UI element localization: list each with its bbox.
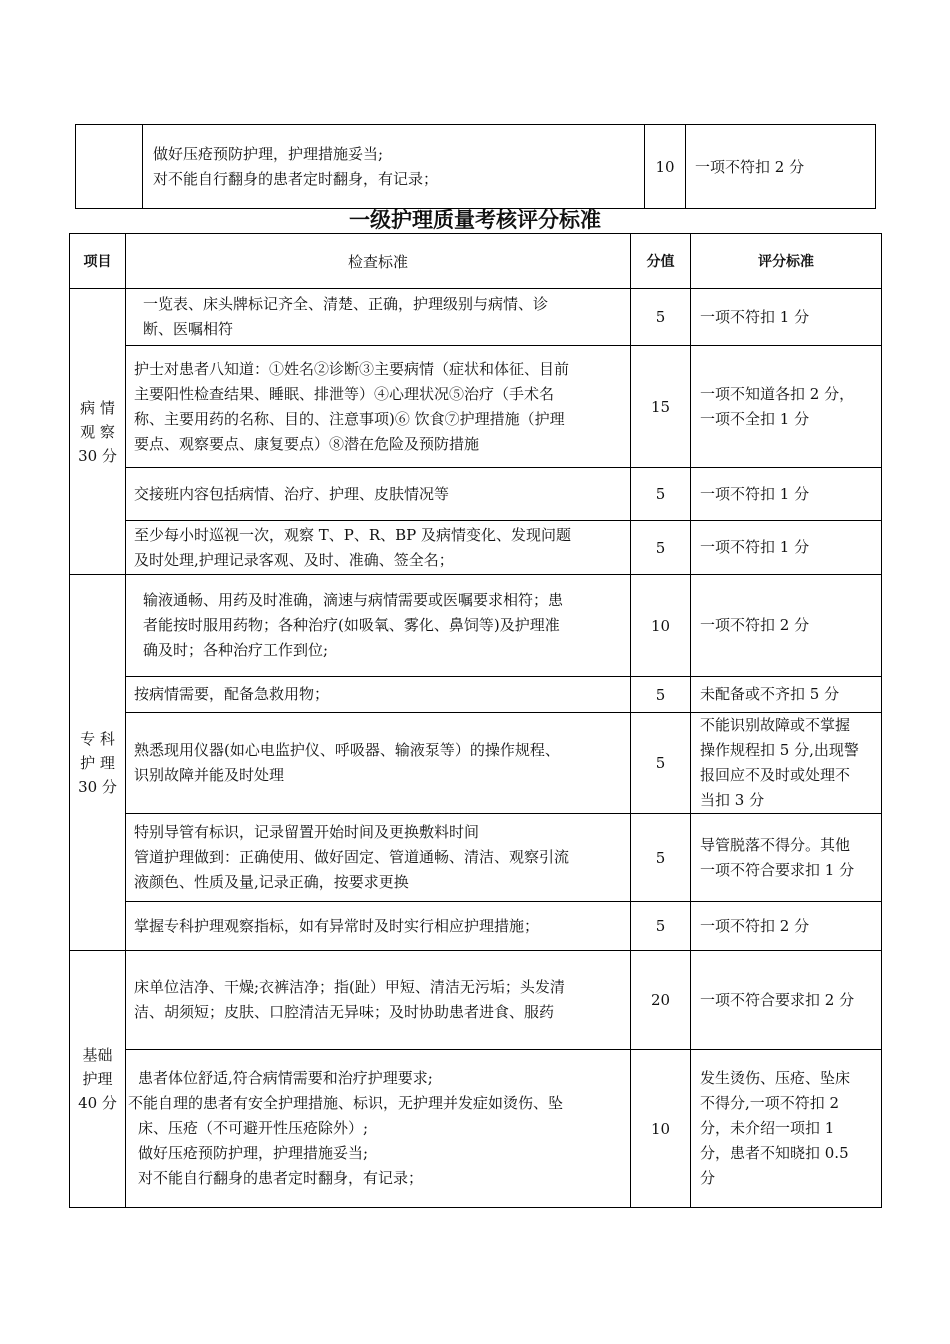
criteria-line: 一项不全扣 1 分	[700, 409, 810, 428]
standard-line: 管道护理做到：正确使用、做好固定、管道通畅、清洁、观察引流	[134, 848, 570, 866]
table-row	[70, 289, 882, 346]
standard-line: 熟悉现用仪器(如心电监护仪、呼吸器、输液泵等）的操作规程、	[134, 741, 560, 759]
category-line: 30 分	[78, 777, 117, 796]
standard-line: 掌握专科护理观察指标，如有异常时及时实行相应护理措施；	[134, 916, 540, 935]
standard-line: 确及时；各种治疗工作到位;	[143, 641, 329, 659]
standard-cell	[126, 677, 631, 713]
criteria-cell	[691, 1050, 882, 1208]
empty-cell	[76, 125, 143, 209]
score-cell: 10	[631, 1050, 691, 1208]
standard-line: 交接班内容包括病情、治疗、护理、皮肤情况等	[134, 484, 450, 503]
criteria-cell	[691, 951, 882, 1050]
table-row	[70, 468, 882, 521]
table-row	[70, 575, 882, 677]
score-cell: 5	[631, 713, 691, 814]
criteria-line: 发生烫伤、压疮、坠床	[700, 1069, 851, 1087]
criteria-line: 一项不符扣 1 分	[700, 538, 810, 556]
criteria-line: 报回应不及时或处理不	[700, 766, 851, 784]
table-row	[70, 814, 882, 902]
criteria-line: 一项不符扣 2 分	[700, 616, 810, 634]
table-row	[70, 346, 882, 468]
header-item: 项目	[70, 234, 126, 289]
standard-line: 识别故障并能及时处理	[134, 766, 285, 784]
standard-line: 洁、胡须短；皮肤、口腔清洁无异味；及时协助患者进食、服药	[134, 1003, 555, 1021]
category-line: 护理	[82, 1070, 113, 1088]
standard-line: 称、主要用药的名称、目的、注意事项)⑥ 饮食⑦护理措施（护理	[134, 409, 565, 428]
criteria-line: 分，患者不知晓扣 0.5	[700, 1144, 849, 1162]
criteria-line: 一项不符合要求扣 2 分	[700, 990, 855, 1009]
standard-line: 者能按时服用药物；各种治疗(如吸氧、雾化、鼻饲等)及护理准	[143, 616, 560, 634]
table-row	[70, 521, 882, 575]
criteria-cell	[691, 575, 882, 677]
scoring-table	[69, 233, 882, 1208]
criteria-line: 一项不符扣 1 分	[700, 484, 810, 503]
category-line: 病 情	[80, 398, 115, 417]
criteria-line: 一项不符扣 2 分	[700, 916, 810, 935]
standard-cell	[126, 346, 631, 468]
standard-line: 床、压疮（不可避开性压疮除外）;	[138, 1119, 369, 1137]
criteria-line: 一项不符合要求扣 1 分	[700, 860, 855, 879]
category-cell	[70, 951, 126, 1208]
standard-cell	[143, 125, 645, 209]
category-line: 护 理	[80, 753, 115, 772]
criteria-line: 操作规程扣 5 分,出现警	[700, 741, 859, 759]
criteria-line: 一项不知道各扣 2 分，	[700, 384, 855, 403]
score-cell: 20	[631, 951, 691, 1050]
standard-line: 护士对患者八知道：①姓名②诊断③主要病情（症状和体征、目前	[134, 359, 570, 378]
table-row	[70, 902, 882, 951]
criteria-cell	[691, 468, 882, 521]
standard-line: 患者体位舒适,符合病情需要和治疗护理要求;	[138, 1069, 433, 1087]
score-cell: 5	[631, 814, 691, 902]
standard-line: 输液通畅、用药及时准确，滴速与病情需要或医嘱要求相符；患	[143, 591, 564, 609]
standard-line: 主要阳性检查结果、睡眠、排泄等）④心理状况⑤治疗（手术名	[134, 384, 555, 403]
header-standard: 检查标准	[126, 234, 631, 289]
standard-line: 一览表、床头牌标记齐全、清楚、正确，护理级别与病情、诊	[143, 295, 549, 313]
criteria-line: 分，未介绍一项扣 1	[700, 1119, 835, 1137]
standard-cell	[126, 902, 631, 951]
standard-line: 按病情需要，配备急救用物；	[134, 685, 330, 703]
header-score: 分值	[631, 234, 691, 289]
standard-line: 对不能自行翻身的患者定时翻身，有记录；	[138, 1169, 424, 1187]
criteria-line: 分	[700, 1169, 716, 1187]
score-cell: 10	[631, 575, 691, 677]
category-line: 40 分	[78, 1094, 117, 1112]
category-line: 基础	[82, 1046, 113, 1064]
criteria-line: 不能识别故障或不掌握	[700, 716, 851, 734]
table-row	[76, 125, 876, 209]
standard-cell	[126, 575, 631, 677]
score-cell: 5	[631, 289, 691, 346]
criteria-line: 未配备或不齐扣 5 分	[700, 685, 840, 703]
standard-line: 做好压疮预防护理，护理措施妥当;	[138, 1144, 369, 1162]
standard-cell	[126, 1050, 631, 1208]
standard-line: 特别导管有标识，记录留置开始时间及更换敷料时间	[134, 823, 480, 841]
standard-cell	[126, 713, 631, 814]
criteria-cell	[691, 289, 882, 346]
table-row	[70, 951, 882, 1050]
standard-line: 不能自理的患者有安全护理措施、标识，无护理并发症如烫伤、坠	[128, 1094, 564, 1112]
table-row	[70, 1050, 882, 1208]
table-row	[70, 713, 882, 814]
page-title: 一级护理质量考核评分标准	[349, 208, 601, 232]
category-line: 30 分	[78, 446, 117, 465]
standard-line: 对不能自行翻身的患者定时翻身，有记录；	[153, 169, 439, 188]
standard-line: 做好压疮预防护理，护理措施妥当;	[153, 144, 384, 163]
standard-line: 至少每小时巡视一次，观察 T、P、R、BP 及病情变化、发现问题	[134, 525, 572, 544]
criteria-cell	[691, 346, 882, 468]
criteria-line: 不得分,一项不符扣 2	[700, 1094, 840, 1112]
standard-cell	[126, 468, 631, 521]
criteria-line: 当扣 3 分	[700, 791, 765, 809]
table-body	[70, 289, 882, 1208]
standard-cell	[126, 814, 631, 902]
score-cell: 5	[631, 677, 691, 713]
standard-cell	[126, 521, 631, 575]
standard-cell	[126, 289, 631, 346]
standard-line: 及时处理,护理记录客观、及时、准确、签全名；	[134, 550, 454, 569]
criteria-cell	[691, 713, 882, 814]
criteria-cell: 一项不符扣 2 分	[686, 125, 876, 209]
standard-line: 床单位洁净、干燥;衣裤洁净；指(趾）甲短、清洁无污垢；头发清	[134, 978, 565, 996]
criteria-line: 一项不符扣 1 分	[700, 307, 810, 326]
score-cell: 5	[631, 468, 691, 521]
standard-cell	[126, 951, 631, 1050]
criteria-line: 导管脱落不得分。其他	[700, 835, 851, 854]
criteria-cell	[691, 521, 882, 575]
header-criteria: 评分标准	[691, 234, 882, 289]
score-cell: 5	[631, 521, 691, 575]
score-cell: 10	[645, 125, 686, 209]
category-cell	[70, 575, 126, 951]
score-cell: 5	[631, 902, 691, 951]
criteria-cell	[691, 902, 882, 951]
table-row	[70, 677, 882, 713]
standard-line: 要点、观察要点、康复要点）⑧潜在危险及预防措施	[134, 434, 480, 453]
criteria-cell	[691, 677, 882, 713]
standard-line: 液颜色、性质及量,记录正确，按要求更换	[134, 873, 409, 891]
category-cell	[70, 289, 126, 575]
table-header-row	[70, 234, 882, 289]
criteria-cell	[691, 814, 882, 902]
category-line: 专 科	[80, 729, 115, 748]
standard-line: 断、医嘱相符	[143, 320, 234, 338]
previous-table-fragment	[75, 124, 876, 209]
category-line: 观 察	[80, 422, 115, 441]
score-cell: 15	[631, 346, 691, 468]
